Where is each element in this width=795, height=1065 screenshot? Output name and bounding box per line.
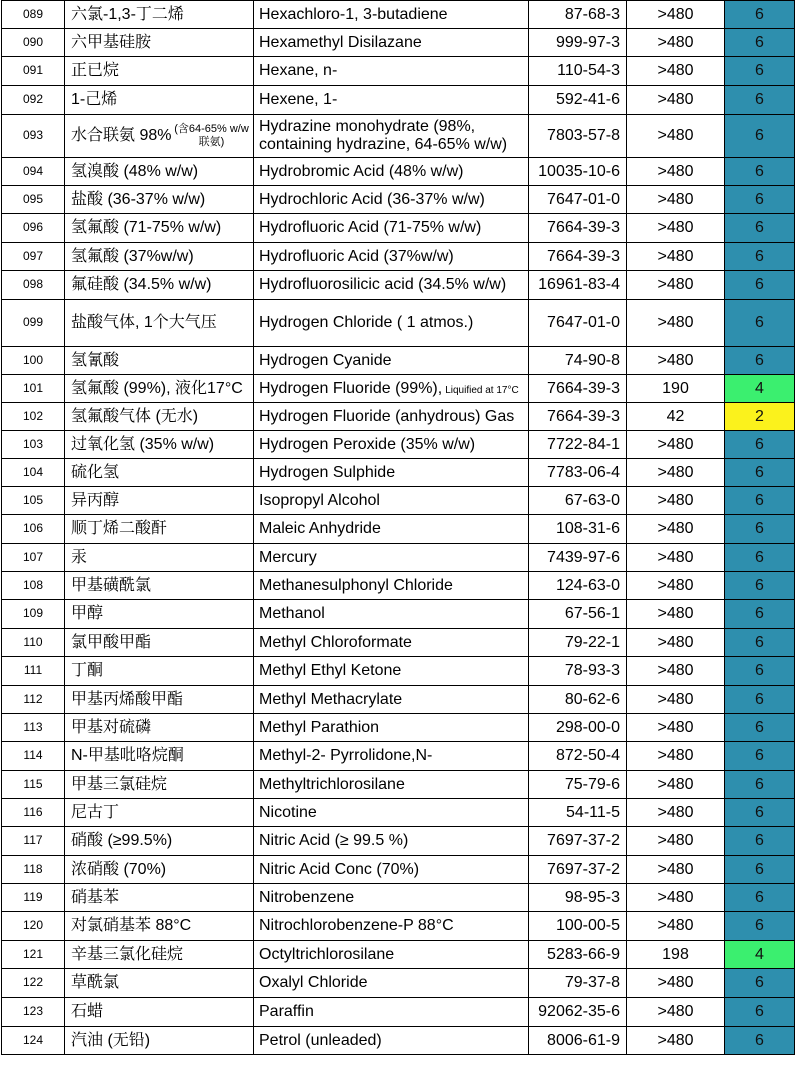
breakthrough-time: >480 xyxy=(627,686,725,714)
cas-number: 7664-39-3 xyxy=(529,243,627,271)
english-name-main: Hydrogen Fluoride (99%), xyxy=(259,379,443,397)
cas-number: 7664-39-3 xyxy=(529,375,627,403)
english-name: Hydrochloric Acid (36-37% w/w) xyxy=(254,186,529,214)
row-number: 112 xyxy=(2,686,65,714)
table-row xyxy=(2,347,795,375)
table-row xyxy=(2,158,795,186)
chinese-name: 氢溴酸 (48% w/w) xyxy=(65,158,254,186)
chinese-name: 草酰氯 xyxy=(65,969,254,998)
row-number: 097 xyxy=(2,243,65,271)
row-number: 107 xyxy=(2,544,65,572)
table-row xyxy=(2,912,795,941)
chinese-name: 浓硝酸 (70%) xyxy=(65,856,254,884)
cas-number: 7697-37-2 xyxy=(529,856,627,884)
breakthrough-time: >480 xyxy=(627,214,725,243)
table-row xyxy=(2,572,795,600)
cas-number: 67-63-0 xyxy=(529,487,627,515)
cas-number: 100-00-5 xyxy=(529,912,627,941)
breakthrough-time: >480 xyxy=(627,243,725,271)
cas-number: 98-95-3 xyxy=(529,884,627,912)
table-row xyxy=(2,243,795,271)
breakthrough-time: >480 xyxy=(627,186,725,214)
table-row xyxy=(2,686,795,714)
cas-number: 79-22-1 xyxy=(529,629,627,657)
english-name: Hexene, 1- xyxy=(254,86,529,115)
cas-number: 7783-06-4 xyxy=(529,459,627,487)
row-number: 100 xyxy=(2,347,65,375)
english-name: Paraffin xyxy=(254,998,529,1027)
english-name: Hydrogen Chloride ( 1 atmos.) xyxy=(254,300,529,347)
cas-number: 75-79-6 xyxy=(529,771,627,799)
english-name: Methanol xyxy=(254,600,529,629)
cas-number: 78-93-3 xyxy=(529,657,627,686)
chinese-name: 硝基苯 xyxy=(65,884,254,912)
protection-level: 6 xyxy=(725,29,795,57)
breakthrough-time: >480 xyxy=(627,86,725,115)
protection-level: 6 xyxy=(725,884,795,912)
cas-number: 7803-57-8 xyxy=(529,115,627,158)
table-row xyxy=(2,657,795,686)
cas-number: 7722-84-1 xyxy=(529,431,627,459)
chinese-name: 异丙醇 xyxy=(65,487,254,515)
protection-level: 6 xyxy=(725,271,795,300)
table-row xyxy=(2,969,795,998)
english-name: Nicotine xyxy=(254,799,529,827)
protection-level: 6 xyxy=(725,657,795,686)
protection-level: 4 xyxy=(725,375,795,403)
row-number: 103 xyxy=(2,431,65,459)
protection-level: 6 xyxy=(725,300,795,347)
row-number: 090 xyxy=(2,29,65,57)
protection-level: 6 xyxy=(725,459,795,487)
table-row xyxy=(2,714,795,742)
cas-number: 87-68-3 xyxy=(529,1,627,29)
table-row xyxy=(2,214,795,243)
breakthrough-time: >480 xyxy=(627,487,725,515)
chinese-name: 丁酮 xyxy=(65,657,254,686)
table-row xyxy=(2,403,795,431)
row-number: 118 xyxy=(2,856,65,884)
protection-level: 6 xyxy=(725,998,795,1027)
english-name: Nitric Acid (≥ 99.5 %) xyxy=(254,827,529,856)
protection-level: 6 xyxy=(725,243,795,271)
row-number: 089 xyxy=(2,1,65,29)
chemical-resistance-table xyxy=(1,0,795,1055)
english-name: Hexachloro-1, 3-butadiene xyxy=(254,1,529,29)
cas-number: 298-00-0 xyxy=(529,714,627,742)
breakthrough-time: 190 xyxy=(627,375,725,403)
cas-number: 79-37-8 xyxy=(529,969,627,998)
breakthrough-time: >480 xyxy=(627,271,725,300)
breakthrough-time: >480 xyxy=(627,115,725,158)
breakthrough-time: >480 xyxy=(627,459,725,487)
breakthrough-time: >480 xyxy=(627,714,725,742)
chinese-name: 氢氟酸气体 (无水) xyxy=(65,403,254,431)
row-number: 121 xyxy=(2,941,65,969)
chinese-name xyxy=(65,115,254,158)
table-row xyxy=(2,459,795,487)
chinese-name: 辛基三氯化硅烷 xyxy=(65,941,254,969)
row-number: 109 xyxy=(2,600,65,629)
breakthrough-time: >480 xyxy=(627,856,725,884)
chinese-name: 尼古丁 xyxy=(65,799,254,827)
chinese-name: 氢氟酸 (99%), 液化17°C xyxy=(65,375,254,403)
protection-level: 2 xyxy=(725,403,795,431)
chinese-name: 甲基丙烯酸甲酯 xyxy=(65,686,254,714)
row-number: 124 xyxy=(2,1027,65,1055)
breakthrough-time: >480 xyxy=(627,799,725,827)
row-number: 106 xyxy=(2,515,65,544)
english-name: Maleic Anhydride xyxy=(254,515,529,544)
english-name: Isopropyl Alcohol xyxy=(254,487,529,515)
protection-level: 6 xyxy=(725,431,795,459)
table-row xyxy=(2,515,795,544)
protection-level: 6 xyxy=(725,347,795,375)
english-name xyxy=(254,375,529,403)
table-row xyxy=(2,799,795,827)
table-row xyxy=(2,431,795,459)
breakthrough-time: >480 xyxy=(627,600,725,629)
english-name: Octyltrichlorosilane xyxy=(254,941,529,969)
cas-number: 16961-83-4 xyxy=(529,271,627,300)
row-number: 122 xyxy=(2,969,65,998)
table-row xyxy=(2,884,795,912)
cas-number: 7664-39-3 xyxy=(529,403,627,431)
english-name: Methyl Chloroformate xyxy=(254,629,529,657)
breakthrough-time: >480 xyxy=(627,771,725,799)
protection-level: 6 xyxy=(725,214,795,243)
table-row xyxy=(2,941,795,969)
cas-number: 110-54-3 xyxy=(529,57,627,86)
protection-level: 6 xyxy=(725,572,795,600)
cas-number: 7647-01-0 xyxy=(529,300,627,347)
breakthrough-time: >480 xyxy=(627,515,725,544)
row-number: 114 xyxy=(2,742,65,771)
protection-level: 6 xyxy=(725,912,795,941)
table-row xyxy=(2,375,795,403)
row-number: 099 xyxy=(2,300,65,347)
chinese-name: 硝酸 (≥99.5%) xyxy=(65,827,254,856)
chinese-name: N-甲基吡咯烷酮 xyxy=(65,742,254,771)
breakthrough-time: >480 xyxy=(627,572,725,600)
row-number: 095 xyxy=(2,186,65,214)
table-row xyxy=(2,856,795,884)
table-row xyxy=(2,600,795,629)
chinese-name: 氢氰酸 xyxy=(65,347,254,375)
protection-level: 6 xyxy=(725,158,795,186)
chinese-name: 石蜡 xyxy=(65,998,254,1027)
protection-level: 6 xyxy=(725,686,795,714)
protection-level: 6 xyxy=(725,799,795,827)
english-name: Hydrobromic Acid (48% w/w) xyxy=(254,158,529,186)
table-row xyxy=(2,271,795,300)
cas-number: 5283-66-9 xyxy=(529,941,627,969)
chinese-name: 过氧化氢 (35% w/w) xyxy=(65,431,254,459)
breakthrough-time: >480 xyxy=(627,431,725,459)
row-number: 120 xyxy=(2,912,65,941)
breakthrough-time: >480 xyxy=(627,657,725,686)
chinese-name: 盐酸 (36-37% w/w) xyxy=(65,186,254,214)
protection-level: 6 xyxy=(725,57,795,86)
cas-number: 10035-10-6 xyxy=(529,158,627,186)
protection-level: 4 xyxy=(725,941,795,969)
english-name: Hydrofluoric Acid (37%w/w) xyxy=(254,243,529,271)
row-number: 113 xyxy=(2,714,65,742)
english-name: Mercury xyxy=(254,544,529,572)
cas-number: 7647-01-0 xyxy=(529,186,627,214)
row-number: 119 xyxy=(2,884,65,912)
chinese-name: 氢氟酸 (37%w/w) xyxy=(65,243,254,271)
table-body xyxy=(2,1,795,1055)
english-name: Nitrochlorobenzene-P 88°C xyxy=(254,912,529,941)
row-number: 123 xyxy=(2,998,65,1027)
chinese-name-note: (含64-65% w/w联氨) xyxy=(174,123,249,148)
chinese-name: 六甲基硅胺 xyxy=(65,29,254,57)
row-number: 101 xyxy=(2,375,65,403)
cas-number: 8006-61-9 xyxy=(529,1027,627,1055)
protection-level: 6 xyxy=(725,544,795,572)
row-number: 093 xyxy=(2,115,65,158)
chinese-name: 六氯-1,3-丁二烯 xyxy=(65,1,254,29)
english-name-note: Liquified at 17°C xyxy=(445,384,519,396)
english-name: Hexane, n- xyxy=(254,57,529,86)
protection-level: 6 xyxy=(725,515,795,544)
cas-number: 999-97-3 xyxy=(529,29,627,57)
breakthrough-time: >480 xyxy=(627,912,725,941)
chinese-name: 对氯硝基苯 88°C xyxy=(65,912,254,941)
chinese-name: 硫化氢 xyxy=(65,459,254,487)
cas-number: 7664-39-3 xyxy=(529,214,627,243)
english-name: Methyltrichlorosilane xyxy=(254,771,529,799)
protection-level: 6 xyxy=(725,771,795,799)
english-name: Oxalyl Chloride xyxy=(254,969,529,998)
breakthrough-time: >480 xyxy=(627,1027,725,1055)
table-row xyxy=(2,771,795,799)
table-row xyxy=(2,487,795,515)
english-name: Hydrofluoric Acid (71-75% w/w) xyxy=(254,214,529,243)
breakthrough-time: >480 xyxy=(627,158,725,186)
cas-number: 67-56-1 xyxy=(529,600,627,629)
breakthrough-time: >480 xyxy=(627,998,725,1027)
chinese-name: 氢氟酸 (71-75% w/w) xyxy=(65,214,254,243)
breakthrough-time: 198 xyxy=(627,941,725,969)
chinese-name-main: 水合联氨 98% xyxy=(71,127,172,145)
table-row xyxy=(2,1,795,29)
row-number: 111 xyxy=(2,657,65,686)
row-number: 110 xyxy=(2,629,65,657)
english-name: Nitric Acid Conc (70%) xyxy=(254,856,529,884)
protection-level: 6 xyxy=(725,742,795,771)
row-number: 105 xyxy=(2,487,65,515)
table-row xyxy=(2,29,795,57)
chinese-name: 甲基三氯硅烷 xyxy=(65,771,254,799)
row-number: 096 xyxy=(2,214,65,243)
chinese-name: 汽油 (无铅) xyxy=(65,1027,254,1055)
protection-level: 6 xyxy=(725,827,795,856)
table-row xyxy=(2,186,795,214)
row-number: 116 xyxy=(2,799,65,827)
english-name: Methyl-2- Pyrrolidone,N- xyxy=(254,742,529,771)
english-name: Hydrogen Sulphide xyxy=(254,459,529,487)
row-number: 117 xyxy=(2,827,65,856)
table-row xyxy=(2,742,795,771)
breakthrough-time: >480 xyxy=(627,544,725,572)
cas-number: 592-41-6 xyxy=(529,86,627,115)
table-row xyxy=(2,300,795,347)
cas-number: 92062-35-6 xyxy=(529,998,627,1027)
protection-level: 6 xyxy=(725,186,795,214)
protection-level: 6 xyxy=(725,629,795,657)
protection-level: 6 xyxy=(725,714,795,742)
protection-level: 6 xyxy=(725,856,795,884)
english-name: Hexamethyl Disilazane xyxy=(254,29,529,57)
cas-number: 872-50-4 xyxy=(529,742,627,771)
english-name: Hydrogen Fluoride (anhydrous) Gas xyxy=(254,403,529,431)
breakthrough-time: >480 xyxy=(627,827,725,856)
protection-level: 6 xyxy=(725,1,795,29)
protection-level: 6 xyxy=(725,487,795,515)
breakthrough-time: >480 xyxy=(627,742,725,771)
row-number: 092 xyxy=(2,86,65,115)
english-name: Hydrazine monohydrate (98%, containing hydrazine, 64-65% w/w) xyxy=(254,115,529,158)
row-number: 115 xyxy=(2,771,65,799)
chinese-name: 甲基对硫磷 xyxy=(65,714,254,742)
row-number: 102 xyxy=(2,403,65,431)
english-name: Methyl Parathion xyxy=(254,714,529,742)
english-name: Hydrogen Cyanide xyxy=(254,347,529,375)
row-number: 104 xyxy=(2,459,65,487)
english-name: Methanesulphonyl Chloride xyxy=(254,572,529,600)
table-row xyxy=(2,57,795,86)
table-row xyxy=(2,115,795,158)
row-number: 098 xyxy=(2,271,65,300)
table-row xyxy=(2,998,795,1027)
breakthrough-time: >480 xyxy=(627,884,725,912)
row-number: 094 xyxy=(2,158,65,186)
breakthrough-time: >480 xyxy=(627,300,725,347)
table-row xyxy=(2,86,795,115)
breakthrough-time: >480 xyxy=(627,347,725,375)
english-name: Petrol (unleaded) xyxy=(254,1027,529,1055)
cas-number: 54-11-5 xyxy=(529,799,627,827)
chinese-name: 甲醇 xyxy=(65,600,254,629)
english-name: Nitrobenzene xyxy=(254,884,529,912)
breakthrough-time: 42 xyxy=(627,403,725,431)
cas-number: 124-63-0 xyxy=(529,572,627,600)
breakthrough-time: >480 xyxy=(627,1,725,29)
chinese-name: 顺丁烯二酸酐 xyxy=(65,515,254,544)
english-name: Methyl Methacrylate xyxy=(254,686,529,714)
chinese-name: 盐酸气体, 1个大气压 xyxy=(65,300,254,347)
breakthrough-time: >480 xyxy=(627,629,725,657)
protection-level: 6 xyxy=(725,1027,795,1055)
cas-number: 74-90-8 xyxy=(529,347,627,375)
english-name: Hydrogen Peroxide (35% w/w) xyxy=(254,431,529,459)
chinese-name: 氟硅酸 (34.5% w/w) xyxy=(65,271,254,300)
chinese-name: 正已烷 xyxy=(65,57,254,86)
chinese-name: 甲基磺酰氯 xyxy=(65,572,254,600)
chinese-name: 氯甲酸甲酯 xyxy=(65,629,254,657)
chinese-name: 1-己烯 xyxy=(65,86,254,115)
cas-number: 7697-37-2 xyxy=(529,827,627,856)
table-row xyxy=(2,1027,795,1055)
cas-number: 80-62-6 xyxy=(529,686,627,714)
row-number: 108 xyxy=(2,572,65,600)
breakthrough-time: >480 xyxy=(627,57,725,86)
protection-level: 6 xyxy=(725,86,795,115)
chinese-name: 汞 xyxy=(65,544,254,572)
table-row xyxy=(2,827,795,856)
breakthrough-time: >480 xyxy=(627,29,725,57)
table-row xyxy=(2,629,795,657)
cas-number: 7439-97-6 xyxy=(529,544,627,572)
protection-level: 6 xyxy=(725,600,795,629)
cas-number: 108-31-6 xyxy=(529,515,627,544)
row-number: 091 xyxy=(2,57,65,86)
english-name: Methyl Ethyl Ketone xyxy=(254,657,529,686)
protection-level: 6 xyxy=(725,969,795,998)
table-row xyxy=(2,544,795,572)
protection-level: 6 xyxy=(725,115,795,158)
english-name: Hydrofluorosilicic acid (34.5% w/w) xyxy=(254,271,529,300)
breakthrough-time: >480 xyxy=(627,969,725,998)
